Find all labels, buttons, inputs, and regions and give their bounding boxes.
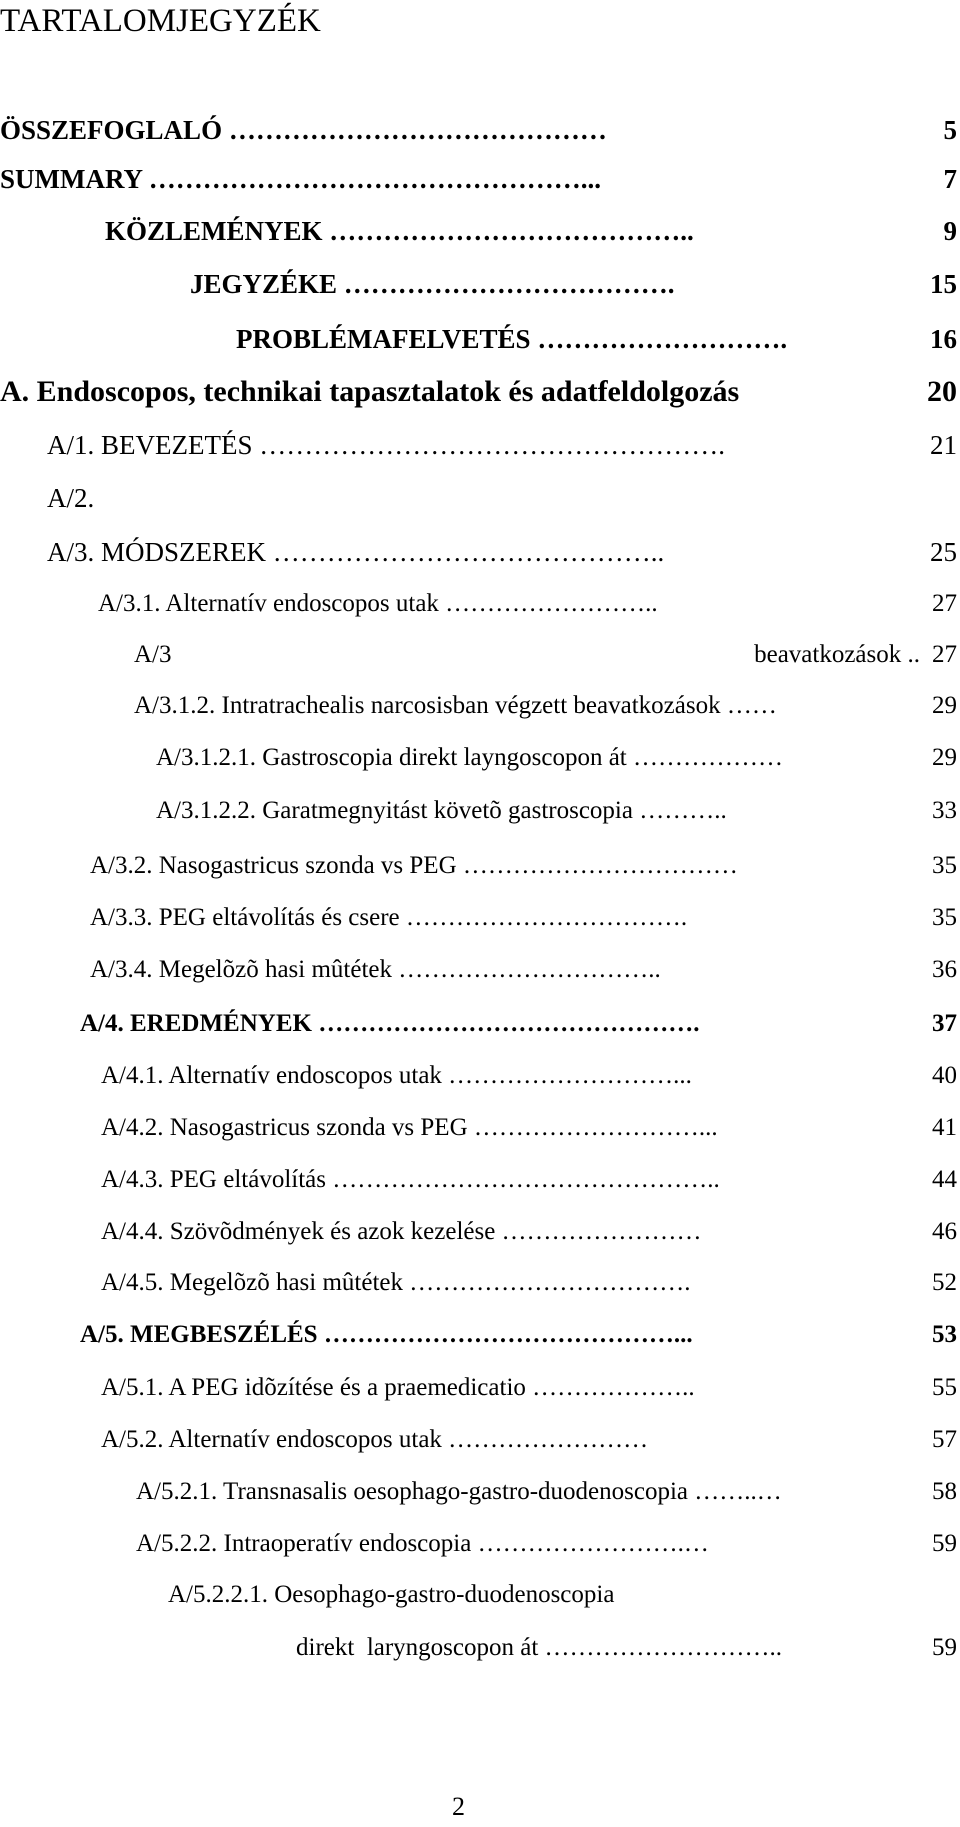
toc-entry-page: 53	[932, 1321, 957, 1348]
toc-entry-title: A/3.1.2. Intratrachealis narcosisban végzett beavatkozások ……	[134, 692, 777, 719]
toc-entry-page: 15	[930, 269, 957, 299]
toc-entry-page: 29	[932, 692, 957, 719]
toc-entry-title: A/3.4. Megelõzõ hasi mûtétek …………………………..	[90, 956, 661, 983]
toc-entry	[0, 1056, 960, 1096]
toc-entry-page: 58	[932, 1478, 957, 1505]
toc-entry-subtitle-right: beavatkozások ..	[754, 641, 920, 668]
toc-entry-title: A/3.1.2.2. Garatmegnyitást követõ gastroscopia ………..	[156, 797, 727, 824]
toc-entry-page: 16	[930, 324, 957, 354]
toc-entry	[0, 898, 960, 938]
toc-entry	[0, 738, 960, 778]
toc-entry	[0, 264, 960, 304]
toc-entry-title: A/4.1. Alternatív endoscopos utak ………………………...	[101, 1062, 692, 1089]
toc-entry	[0, 791, 960, 831]
toc-entry-page: 21	[930, 430, 957, 460]
toc-entry-title: A/4.2. Nasogastricus szonda vs PEG ………………………...	[101, 1114, 718, 1141]
toc-entry-page: 55	[932, 1374, 957, 1401]
toc-entry-title: A/4.4. Szövõdmények és azok kezelése ……………………	[101, 1218, 702, 1245]
toc-entry	[0, 584, 960, 624]
toc-entry-title: A/2.	[47, 483, 95, 513]
toc-entry	[0, 159, 960, 199]
toc-entry-title: A/4.3. PEG eltávolítás ………………………………………..	[101, 1166, 720, 1193]
toc-entry-page: 46	[932, 1218, 957, 1245]
toc-entry-page: 33	[932, 797, 957, 824]
toc-entry-page: 35	[932, 904, 957, 931]
toc-entry-page: 44	[932, 1166, 957, 1193]
toc-entry-page: 59	[932, 1530, 957, 1557]
toc-entry	[0, 686, 960, 726]
toc-entry-title: KÖZLEMÉNYEK …………………………………..	[105, 216, 694, 246]
toc-entry	[0, 1160, 960, 1200]
toc-entry	[0, 1212, 960, 1252]
toc-entry-title: SUMMARY …………………………………………...	[0, 164, 602, 194]
toc-entry	[0, 372, 960, 412]
toc-entry	[0, 635, 960, 675]
toc-entry-title: direkt laryngoscopon át ………………………..	[296, 1634, 783, 1661]
toc-entry-page: 40	[932, 1062, 957, 1089]
toc-entry	[0, 1108, 960, 1148]
toc-entry	[0, 1368, 960, 1408]
toc-entry-page: 27	[932, 641, 957, 668]
toc-entry-title: A/5.2. Alternatív endoscopos utak ……………………	[101, 1426, 649, 1453]
toc-entry	[0, 532, 960, 572]
toc-entry-title: A/5.2.1. Transnasalis oesophago-gastro-duodenoscopia ……..…	[136, 1478, 782, 1505]
toc-entry-page: 5	[943, 115, 957, 145]
toc-entry-page: 57	[932, 1426, 957, 1453]
toc-entry	[0, 1472, 960, 1512]
toc-entry-page: 29	[932, 744, 957, 771]
toc-entry-page: 41	[932, 1114, 957, 1141]
toc-entry	[0, 1524, 960, 1564]
toc-entry-page: 7	[943, 164, 957, 194]
toc-entry-title: A/3. MÓDSZEREK ……………………………………..	[47, 537, 665, 567]
toc-entry-title: A/3.1. Alternatív endoscopos utak ……………………..	[98, 590, 658, 617]
toc-entry-title: A/5. MEGBESZÉLÉS ……………………………………...	[80, 1321, 693, 1348]
toc-entry	[0, 478, 960, 518]
toc-entry	[0, 211, 960, 251]
toc-entry-page: 36	[932, 956, 957, 983]
toc-entry-page: 25	[930, 537, 957, 567]
toc-entry-page: 35	[932, 852, 957, 879]
toc-entry-title: A/3	[134, 641, 172, 668]
toc-entry	[0, 110, 960, 150]
toc-entry	[0, 1315, 960, 1355]
toc-entry-page: 52	[932, 1269, 957, 1296]
toc-entry	[0, 846, 960, 886]
toc-entry-page: 20	[927, 375, 957, 408]
toc-entry	[0, 1575, 960, 1615]
toc-entry-title: ÖSSZEFOGLALÓ ……………………………………	[0, 115, 607, 145]
toc-entry-page: 27	[932, 590, 957, 617]
toc-entry-title: A/1. BEVEZETÉS …………………………………………….	[47, 430, 725, 460]
toc-entry	[0, 1263, 960, 1303]
toc-entry-title: JEGYZÉKE ……………………………….	[190, 269, 675, 299]
toc-entry-page: 37	[932, 1010, 957, 1037]
toc-entry-title: A/5.2.2.1. Oesophago-gastro-duodenoscopia	[168, 1581, 615, 1608]
toc-entry-title: A/5.1. A PEG idõzítése és a praemedicatio ………………..	[101, 1374, 695, 1401]
toc-entry	[0, 1420, 960, 1460]
toc-entry-title: A/4.5. Megelõzõ hasi mûtétek …………………………….	[101, 1269, 691, 1296]
toc-entry-page: 9	[943, 216, 957, 246]
toc-entry-title: A/3.1.2.1. Gastroscopia direkt layngoscopon át ………………	[156, 744, 783, 771]
toc-entry	[0, 425, 960, 465]
toc-entry-title: A/4. EREDMÉNYEK ……………………………………….	[80, 1010, 700, 1037]
toc-entry-title: A/3.3. PEG eltávolítás és csere …………………………….	[90, 904, 688, 931]
toc-entry-title: A. Endoscopos, technikai tapasztalatok és adatfeldolgozás	[0, 375, 740, 408]
page-title: TARTALOMJEGYZÉK	[0, 3, 321, 39]
toc-entry	[0, 950, 960, 990]
toc-entry	[0, 1628, 960, 1668]
toc-entry	[0, 1004, 960, 1044]
toc-entry	[0, 319, 960, 359]
toc-entry-title: A/3.2. Nasogastricus szonda vs PEG ……………………………	[90, 852, 738, 879]
toc-entry-title: A/5.2.2. Intraoperatív endoscopia …………………….…	[136, 1530, 709, 1557]
toc-entry-title: PROBLÉMAFELVETÉS ……………………….	[236, 324, 788, 354]
toc-entry-page: 59	[932, 1634, 957, 1661]
page-number: 2	[452, 1792, 465, 1821]
